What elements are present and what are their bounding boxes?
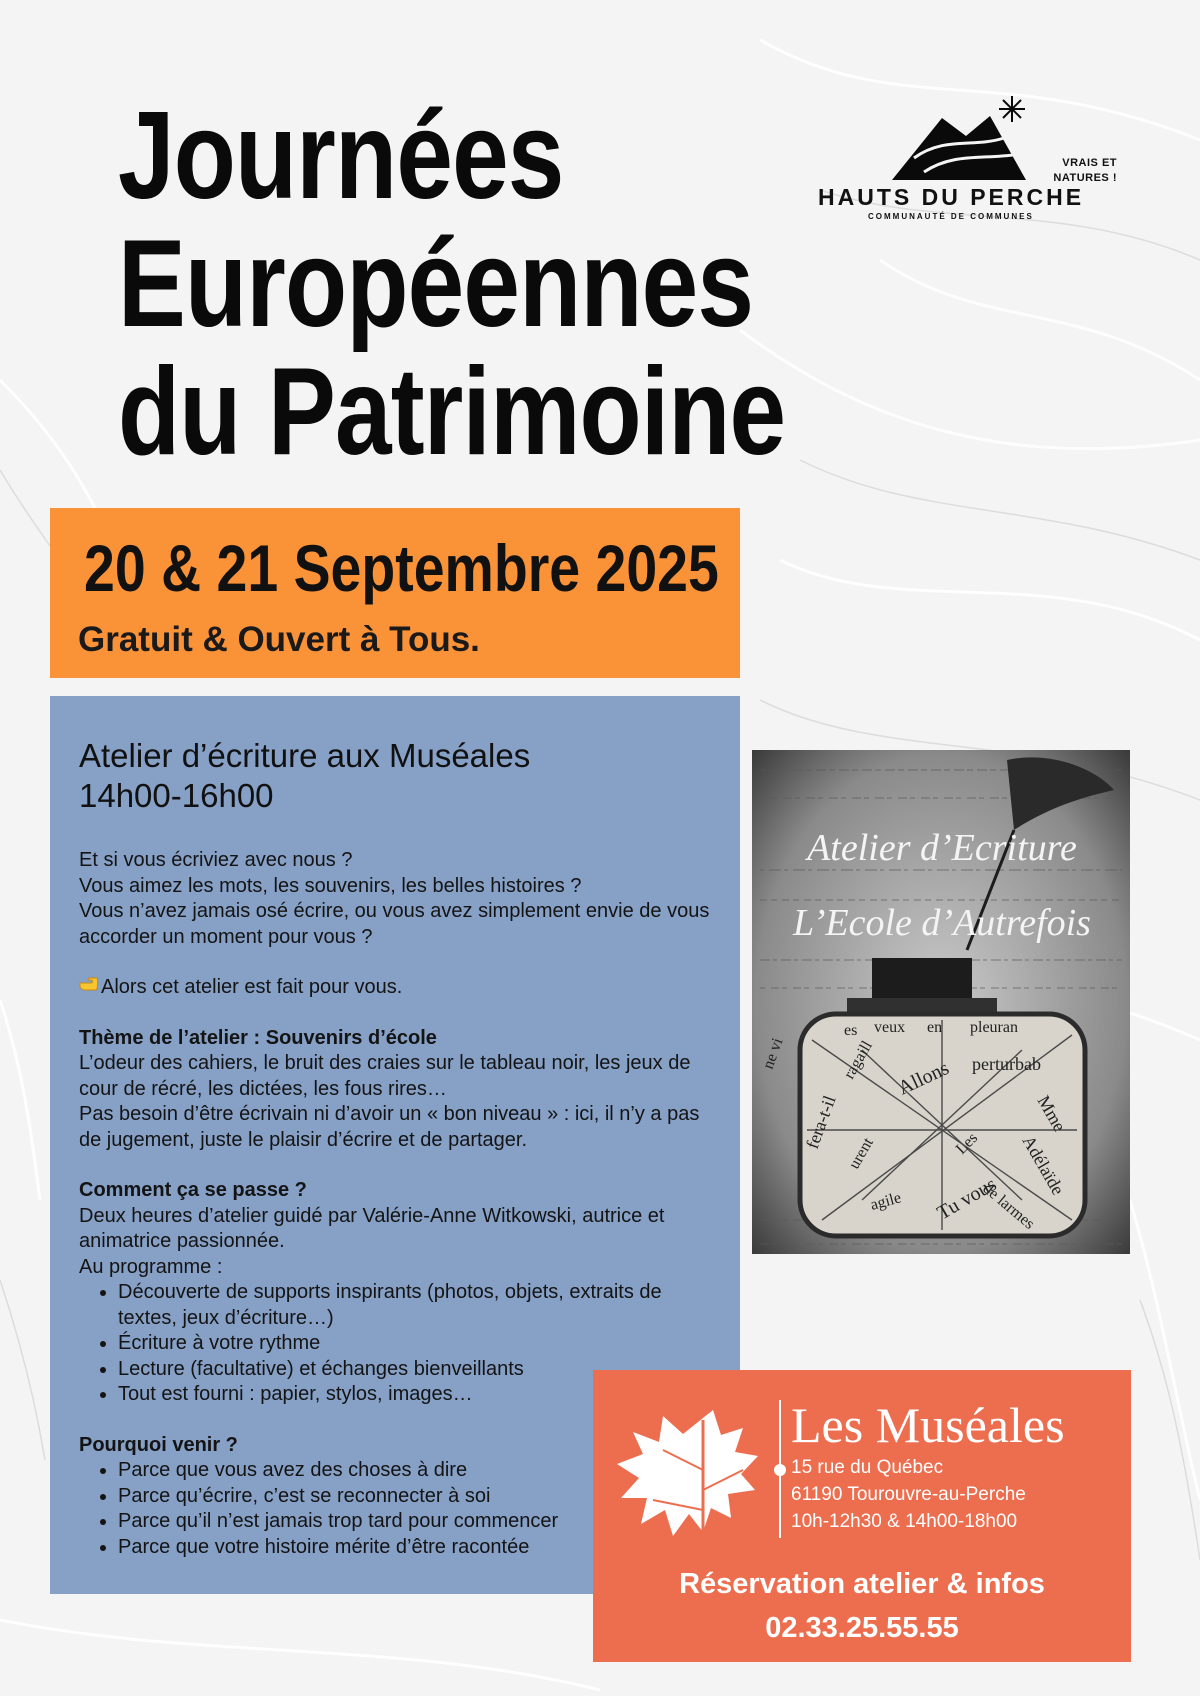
why-heading: Pourquoi venir ? — [79, 1433, 238, 1456]
bottle-word: en — [927, 1019, 943, 1036]
reservation-block — [593, 1562, 1131, 1650]
call-to-action: Alors cet atelier est fait pour vous. — [79, 975, 719, 1001]
event-dates: 20 & 21 Septembre 2025 — [84, 531, 719, 605]
bottle-word: Mme — [1033, 1092, 1070, 1135]
list-item: • Écriture à votre rythme — [118, 1331, 719, 1357]
list-item: • Découverte de supports inspirants (photos, objets, extraits de textes, jeux d’écriture…) — [118, 1280, 719, 1331]
bottle-word: de larmes — [979, 1180, 1038, 1233]
mountain-logo-icon — [884, 96, 1034, 186]
date-banner — [50, 508, 740, 678]
bottle-word: Tu vous — [933, 1173, 1001, 1225]
bottle-word: Les — [952, 1129, 982, 1158]
bottle-word: Adélaïde — [1018, 1132, 1069, 1199]
bottle-word: es — [844, 1022, 858, 1039]
museales-card — [593, 1370, 1131, 1662]
intro-line: Vous aimez les mots, les souvenirs, les belles histoires ? — [79, 874, 582, 897]
atelier-title: Atelier d’écriture aux Muséales — [79, 737, 531, 774]
bottle-word: fera-t-il — [801, 1092, 840, 1152]
divider-dot — [774, 1464, 786, 1476]
list-item: • Parce que votre histoire mérite d’être racontée — [118, 1535, 719, 1561]
museales-name: Les Muséales — [791, 1397, 1065, 1453]
list-item: • Tout est fourni : papier, stylos, images… — [118, 1382, 719, 1408]
list-item: • Parce qu’écrire, c’est se reconnecter à soi — [118, 1484, 719, 1510]
atelier-illustration — [752, 750, 1130, 1254]
poster-title — [118, 87, 786, 481]
theme-text: Pas besoin d’être écrivain ni d’avoir un « bon niveau » : ici, il n’y a pas de jugement, juste le plaisir d’écrire et de partager. — [79, 1103, 700, 1151]
intro-line: Et si vous écriviez avec nous ? — [79, 849, 353, 871]
how-heading: Comment ça se passe ? — [79, 1179, 307, 1201]
pointing-hand-icon — [79, 975, 101, 1001]
maple-leaf-icon — [603, 1390, 773, 1560]
bottle-word: ragaill — [840, 1038, 876, 1082]
intro-line: Vous n’avez jamais osé écrire, ou vous avez simplement envie de vous accorder un moment pour vous ? — [79, 900, 710, 948]
program-label: Au programme : — [79, 1255, 223, 1278]
hauts-du-perche-logo — [812, 96, 1117, 226]
list-item: • Lecture (facultative) et échanges bienveillants — [118, 1357, 719, 1383]
list-item: • Parce que vous avez des choses à dire — [118, 1458, 719, 1484]
bottle-cap — [872, 958, 972, 998]
title-line-3: du Patrimoine — [118, 343, 786, 481]
logo-tagline: VRAIS ET NATURES ! — [1053, 157, 1117, 184]
event-tagline: Gratuit & Ouvert à Tous. — [78, 620, 480, 659]
atelier-hours: 14h00-16h00 — [79, 777, 274, 814]
title-line-1: Journées — [118, 87, 564, 225]
theme-text: L’odeur des cahiers, le bruit des craies sur le tableau noir, les jeux de cour de récré, les dictées, les fous rires… — [79, 1052, 691, 1100]
bottle-word: pleuran — [970, 1019, 1018, 1036]
bottle-word: agile — [868, 1189, 904, 1214]
bottle-word: perturbab — [972, 1054, 1041, 1074]
phone-number[interactable]: 02.33.25.55.55 — [765, 1612, 959, 1644]
logo-subtitle: COMMUNAUTÉ DE COMMUNES — [868, 212, 1034, 221]
atelier-heading — [79, 736, 719, 816]
logo-brand-name: HAUTS DU PERCHE — [818, 184, 1085, 210]
title-line-2: Européennes — [118, 215, 754, 353]
reservation-label: Réservation atelier & infos — [679, 1568, 1045, 1600]
bottle-word: ne vi — [759, 1035, 787, 1072]
bottle-word: Allons — [894, 1057, 953, 1100]
how-text: Deux heures d’atelier guidé par Valérie-Anne Witkowski, autrice et animatrice passionnée. — [79, 1204, 665, 1252]
script-line-2: L’Ecole d’Autrefois — [793, 902, 1091, 944]
ink-bottle-illustration — [752, 750, 1130, 1254]
bottle-word: veux — [874, 1019, 906, 1036]
museales-address: 15 rue du Québec 61190 Tourouvre-au-Perche 10h-12h30 & 14h00-18h00 — [791, 1457, 1026, 1532]
theme-heading: Thème de l’atelier : Souvenirs d’école — [79, 1026, 437, 1049]
script-line-1: Atelier d’Ecriture — [807, 827, 1077, 869]
list-item: • Parce qu’il n’est jamais trop tard pour commencer — [118, 1509, 719, 1535]
bottle-word: urent — [845, 1135, 877, 1172]
